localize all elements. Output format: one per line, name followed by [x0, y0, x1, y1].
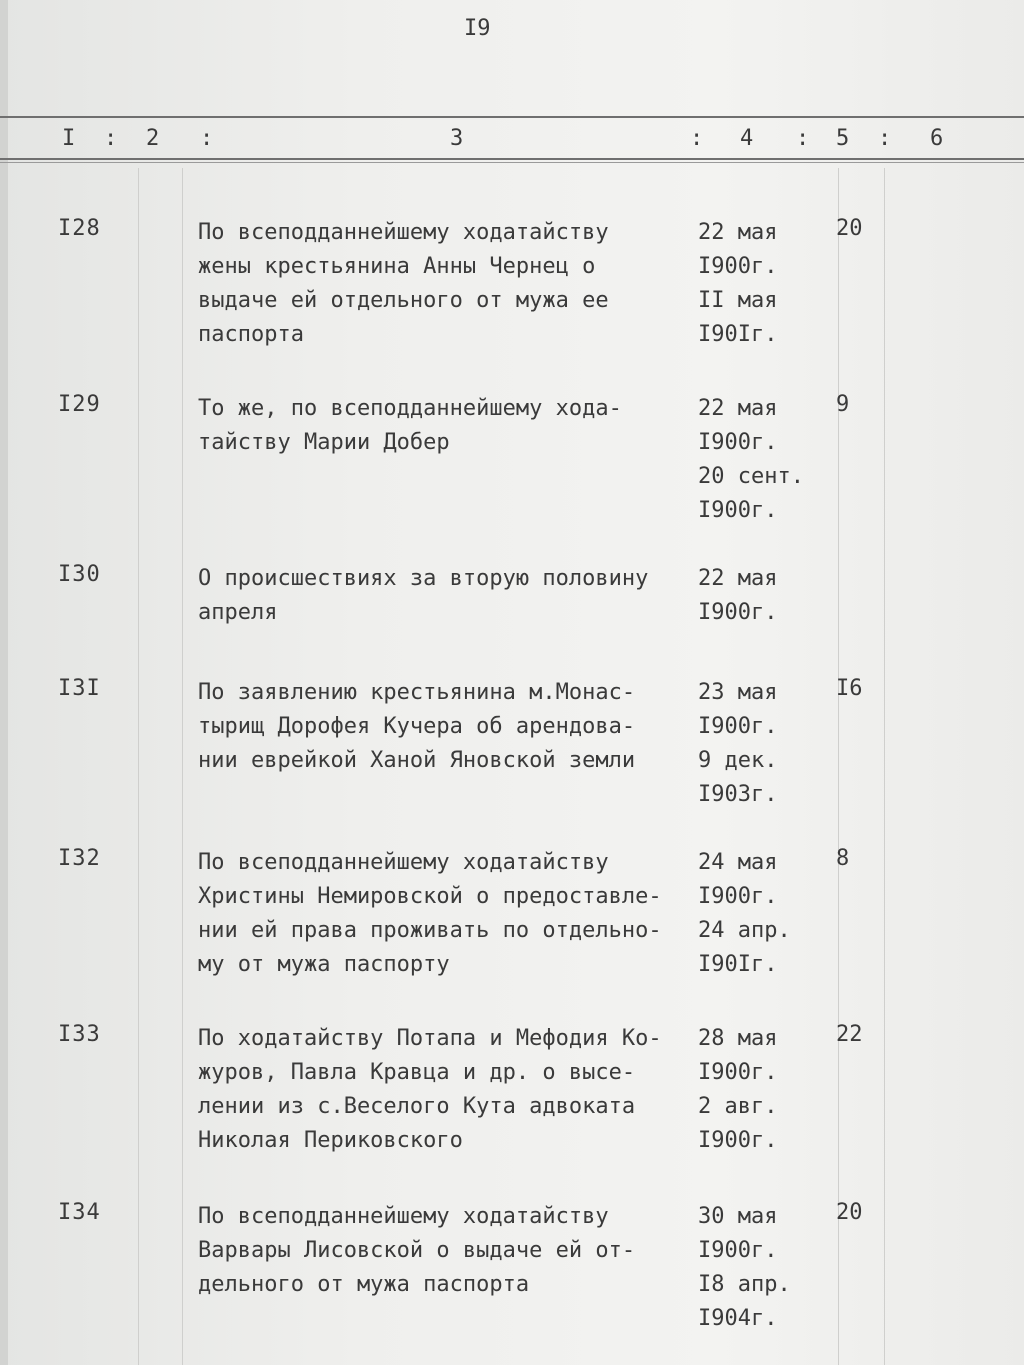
column-divider: [884, 168, 885, 1365]
description-line: По всеподданнейшему ходатайству: [198, 1204, 609, 1229]
date-line: 22 мая: [698, 566, 778, 591]
entry-dates: [698, 1022, 828, 1158]
header-bottom-rule-thin: [0, 162, 1024, 163]
entry-dates: [698, 846, 828, 982]
date-line: 20 сент.: [698, 464, 804, 489]
entry-description: [198, 562, 698, 630]
column-header-3: 3: [450, 126, 464, 151]
column-separator: :: [796, 126, 810, 151]
description-line: По ходатайству Потапа и Мефодия Ко-: [198, 1026, 662, 1051]
description-line: То же, по всеподданнейшему хода-: [198, 396, 622, 421]
entry-description: [198, 676, 698, 778]
column-header-5: 5: [836, 126, 850, 151]
column-header-2: 2: [146, 126, 160, 151]
date-line: I903г.: [698, 782, 778, 807]
description-line: апреля: [198, 600, 278, 625]
date-line: I900г.: [698, 498, 778, 523]
description-line: паспорта: [198, 322, 304, 347]
column-separator: :: [690, 126, 704, 151]
entry-description: [198, 392, 698, 460]
description-line: По всеподданнейшему ходатайству: [198, 850, 609, 875]
entry-number: I32: [58, 846, 101, 871]
description-line: нии еврейкой Ханой Яновской земли: [198, 748, 636, 773]
entry-number: I30: [58, 562, 101, 587]
header-bottom-rule: [0, 158, 1024, 160]
date-line: II мая: [698, 288, 778, 313]
entry-sheet-count: 9: [836, 392, 850, 417]
description-line: нии ей права проживать по отдельно-: [198, 918, 662, 943]
date-line: I904г.: [698, 1306, 778, 1331]
description-line: дельного от мужа паспорта: [198, 1272, 530, 1297]
entry-description: [198, 1200, 698, 1302]
description-line: Николая Периковского: [198, 1128, 463, 1153]
entry-dates: [698, 676, 828, 812]
date-line: I900г.: [698, 254, 778, 279]
entry-number: I3I: [58, 676, 101, 701]
date-line: I8 апр.: [698, 1272, 791, 1297]
date-line: I900г.: [698, 600, 778, 625]
date-line: I90Iг.: [698, 952, 778, 977]
date-line: 22 мая: [698, 220, 778, 245]
date-line: 24 мая: [698, 850, 778, 875]
entry-sheet-count: 22: [836, 1022, 863, 1047]
column-separator: :: [104, 126, 118, 151]
date-line: 24 апр.: [698, 918, 791, 943]
date-line: I900г.: [698, 1128, 778, 1153]
date-line: I900г.: [698, 714, 778, 739]
date-line: 28 мая: [698, 1026, 778, 1051]
entry-sheet-count: I6: [836, 676, 863, 701]
entry-dates: [698, 1200, 828, 1336]
entry-dates: [698, 392, 828, 528]
entry-description: [198, 846, 698, 982]
date-line: 30 мая: [698, 1204, 778, 1229]
date-line: I900г.: [698, 1060, 778, 1085]
date-line: I900г.: [698, 430, 778, 455]
entry-sheet-count: 20: [836, 216, 863, 241]
entry-number: I29: [58, 392, 101, 417]
column-separator: :: [878, 126, 892, 151]
header-top-rule: [0, 116, 1024, 118]
description-line: тырищ Дорофея Кучера об арендова-: [198, 714, 636, 739]
entry-number: I28: [58, 216, 101, 241]
date-line: I90Iг.: [698, 322, 778, 347]
date-line: 2 авг.: [698, 1094, 778, 1119]
column-separator: :: [200, 126, 214, 151]
date-line: 23 мая: [698, 680, 778, 705]
description-line: журов, Павла Кравца и др. о высе-: [198, 1060, 636, 1085]
description-line: По заявлению крестьянина м.Монас-: [198, 680, 636, 705]
description-line: Христины Немировской о предоставле-: [198, 884, 662, 909]
entry-description: [198, 1022, 698, 1158]
description-line: тайству Марии Добер: [198, 430, 450, 455]
date-line: 22 мая: [698, 396, 778, 421]
date-line: 9 дек.: [698, 748, 778, 773]
description-line: О происшествиях за вторую половину: [198, 566, 649, 591]
entry-sheet-count: 20: [836, 1200, 863, 1225]
description-line: жены крестьянина Анны Чернец о: [198, 254, 596, 279]
page-edge: [0, 0, 8, 1365]
page-number: I9: [464, 16, 491, 41]
column-divider: [138, 168, 139, 1365]
entry-dates: [698, 562, 828, 630]
entry-number: I33: [58, 1022, 101, 1047]
entry-sheet-count: 8: [836, 846, 850, 871]
description-line: Варвары Лисовской о выдаче ей от-: [198, 1238, 636, 1263]
description-line: По всеподданнейшему ходатайству: [198, 220, 609, 245]
description-line: выдаче ей отдельного от мужа ее: [198, 288, 609, 313]
date-line: I900г.: [698, 1238, 778, 1263]
description-line: лении из с.Веселого Кута адвоката: [198, 1094, 636, 1119]
entry-dates: [698, 216, 828, 352]
column-divider: [838, 168, 839, 1365]
column-divider: [182, 168, 183, 1365]
column-header-1: I: [62, 126, 76, 151]
column-header-4: 4: [740, 126, 754, 151]
column-header-6: 6: [930, 126, 944, 151]
entry-description: [198, 216, 698, 352]
date-line: I900г.: [698, 884, 778, 909]
description-line: му от мужа паспорту: [198, 952, 450, 977]
entry-number: I34: [58, 1200, 101, 1225]
